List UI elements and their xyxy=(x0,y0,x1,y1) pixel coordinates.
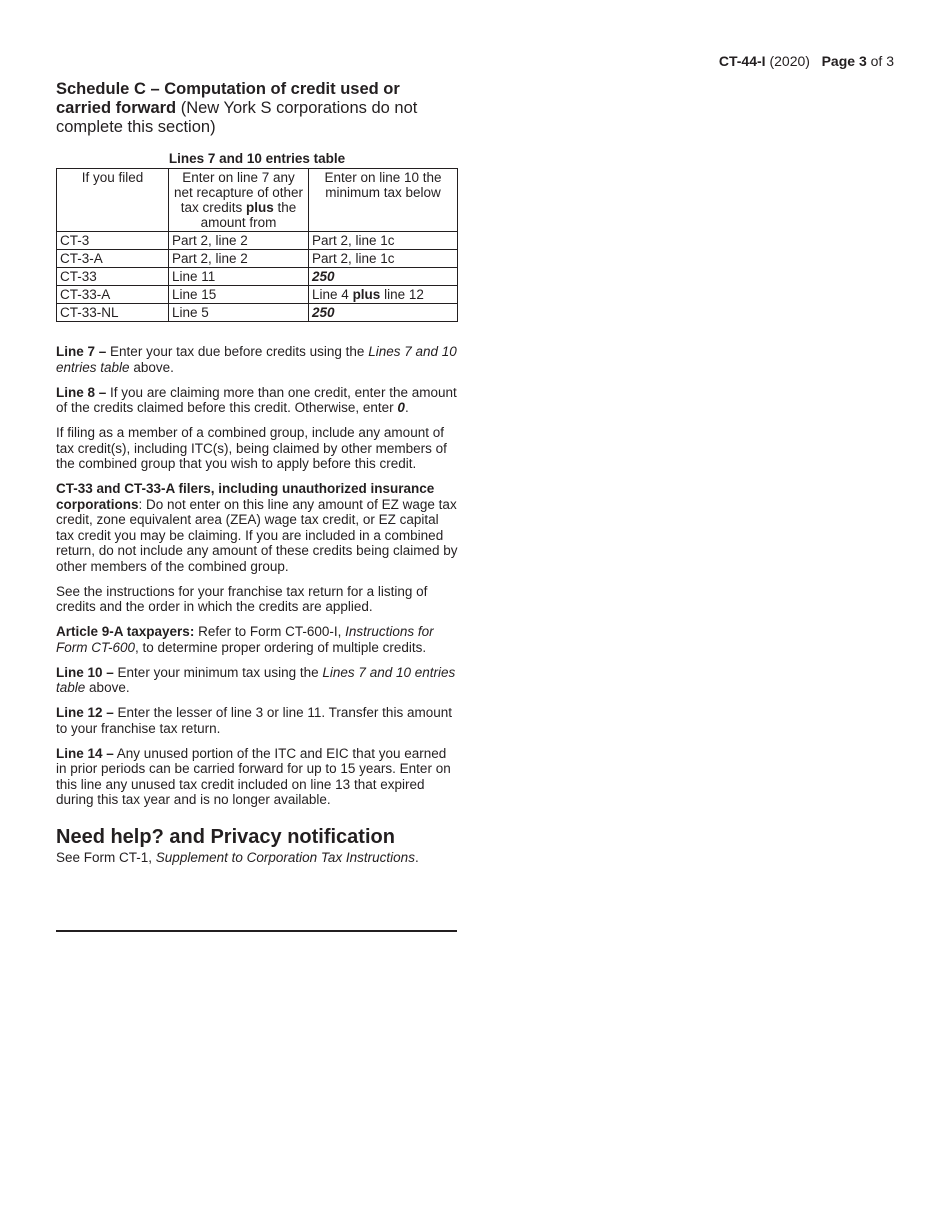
table-row xyxy=(57,232,458,250)
help-text-lead: See Form CT-1, xyxy=(56,849,153,865)
table-header-row xyxy=(57,169,458,232)
cell-line7: Part 2, line 2 xyxy=(169,250,309,268)
article9a-italic: Instructions for Form CT-600 xyxy=(56,624,434,655)
schedule-c-title-note: (New York S corporations do not complete this section) xyxy=(56,99,418,136)
line8-paragraph xyxy=(56,385,458,416)
cell-line10-bold: plus xyxy=(352,287,381,302)
line10-text: Enter your minimum tax using the xyxy=(117,664,319,680)
header-line7 xyxy=(169,169,309,232)
ct33-label: CT-33 and CT-33-A filers, including unauthorized insurance corporations xyxy=(56,481,435,512)
cell-filed: CT-3 xyxy=(57,232,169,250)
line8-text: If you are claiming more than one credit, enter the amount of the credits claimed before this credit. Otherwise, enter xyxy=(56,384,457,415)
line8-emph: 0 xyxy=(397,400,405,415)
line7-tail: above. xyxy=(133,359,174,375)
header-line7-bold: plus xyxy=(245,200,274,215)
ct33-paragraph xyxy=(56,481,458,574)
line7-paragraph xyxy=(56,344,458,375)
entries-table-caption: Lines 7 and 10 entries table xyxy=(168,151,346,166)
cell-line10-emph: 250 xyxy=(312,269,335,284)
instructions xyxy=(56,344,458,808)
page-label: Page xyxy=(821,53,856,69)
table-row xyxy=(57,304,458,322)
see-instructions-paragraph: See the instructions for your franchise tax return for a listing of credits and the order in which the credits are applied. xyxy=(56,583,428,614)
entries-table xyxy=(56,168,458,322)
schedule-c-title-bold: Schedule C – Computation of credit used or carried forward xyxy=(56,80,400,117)
cell-filed: CT-3-A xyxy=(57,250,169,268)
table-row xyxy=(57,250,458,268)
help-text xyxy=(56,850,458,866)
cell-line10: Part 2, line 1c xyxy=(309,232,458,250)
header-if-you-filed: If you filed xyxy=(57,169,169,232)
cell-line7: Line 11 xyxy=(169,268,309,286)
combined-group-paragraph: If filing as a member of a combined group, include any amount of tax credit(s), including ITC(s), being claimed by other members of the combined group that you wish to apply before this credit. xyxy=(56,425,447,471)
header-line10: Enter on line 10 the minimum tax below xyxy=(309,169,458,232)
cell-line7: Line 5 xyxy=(169,304,309,322)
schedule-c-title xyxy=(56,80,458,137)
help-text-italic: Supplement to Corporation Tax Instructions xyxy=(155,849,415,865)
page-number: 3 xyxy=(858,53,867,69)
header-line7-text: Enter on line 7 any net recapture of other tax credits xyxy=(173,170,304,215)
article9a-paragraph xyxy=(56,624,458,655)
page-total: of 3 xyxy=(870,53,894,69)
cell-line10-b: line 12 xyxy=(384,287,424,302)
cell-line10 xyxy=(309,286,458,304)
main-column xyxy=(56,80,458,866)
line12-label: Line 12 – xyxy=(56,705,114,720)
line14-paragraph xyxy=(56,746,458,808)
line14-label: Line 14 – xyxy=(56,745,114,761)
line7-italic: Lines 7 and 10 entries table xyxy=(56,344,457,375)
cell-filed: CT-33 xyxy=(57,268,169,286)
header-line7-tail: the amount from xyxy=(200,200,297,230)
line10-label: Line 10 – xyxy=(56,664,114,680)
form-id: CT-44-I xyxy=(718,53,766,69)
cell-line10-a: Line 4 xyxy=(312,287,349,302)
cell-line10: Part 2, line 1c xyxy=(309,250,458,268)
cell-line7: Part 2, line 2 xyxy=(169,232,309,250)
bottom-rule xyxy=(56,930,457,932)
line10-paragraph xyxy=(56,665,458,696)
table-row xyxy=(57,268,458,286)
line10-tail: above. xyxy=(89,680,130,695)
form-year: (2020) xyxy=(769,53,810,69)
cell-line10 xyxy=(309,268,458,286)
cell-line7: Line 15 xyxy=(169,286,309,304)
table-row xyxy=(57,286,458,304)
cell-line10-emph: 250 xyxy=(312,305,335,320)
article9a-text: Refer to Form CT-600-I, xyxy=(198,624,342,639)
line7-label: Line 7 – xyxy=(56,344,107,359)
cell-filed: CT-33-A xyxy=(57,286,169,304)
line8-tail: . xyxy=(404,400,409,415)
line12-paragraph xyxy=(56,705,458,736)
line12-text: Enter the lesser of line 3 or line 11. Transfer this amount to your franchise tax return. xyxy=(56,705,452,736)
ct33-text: : Do not enter on this line any amount of EZ wage tax credit, zone equivalent area (ZEA) wage tax credit, or EZ capital tax credit you may be claiming. If you are included in a combined return, do not include any amount of these credits being claimed by other members of the combined group. xyxy=(56,496,458,574)
help-heading: Need help? and Privacy notification xyxy=(56,825,395,848)
line14-text: Any unused portion of the ITC and EIC that you earned in prior periods can be carried forward for up to 15 years. Enter on this line any unused tax credit included on line 13 that expired during this tax year and is no longer available. xyxy=(56,745,451,807)
line8-label: Line 8 – xyxy=(56,384,107,400)
help-text-tail: . xyxy=(414,849,419,865)
page-header xyxy=(719,53,894,69)
line10-italic: Lines 7 and 10 entries table xyxy=(56,664,456,695)
article9a-tail: , to determine proper ordering of multiple credits. xyxy=(135,639,427,655)
cell-line10 xyxy=(309,304,458,322)
article9a-label: Article 9-A taxpayers: xyxy=(56,624,195,639)
line7-text: Enter your tax due before credits using the xyxy=(110,344,365,359)
cell-filed: CT-33-NL xyxy=(57,304,169,322)
